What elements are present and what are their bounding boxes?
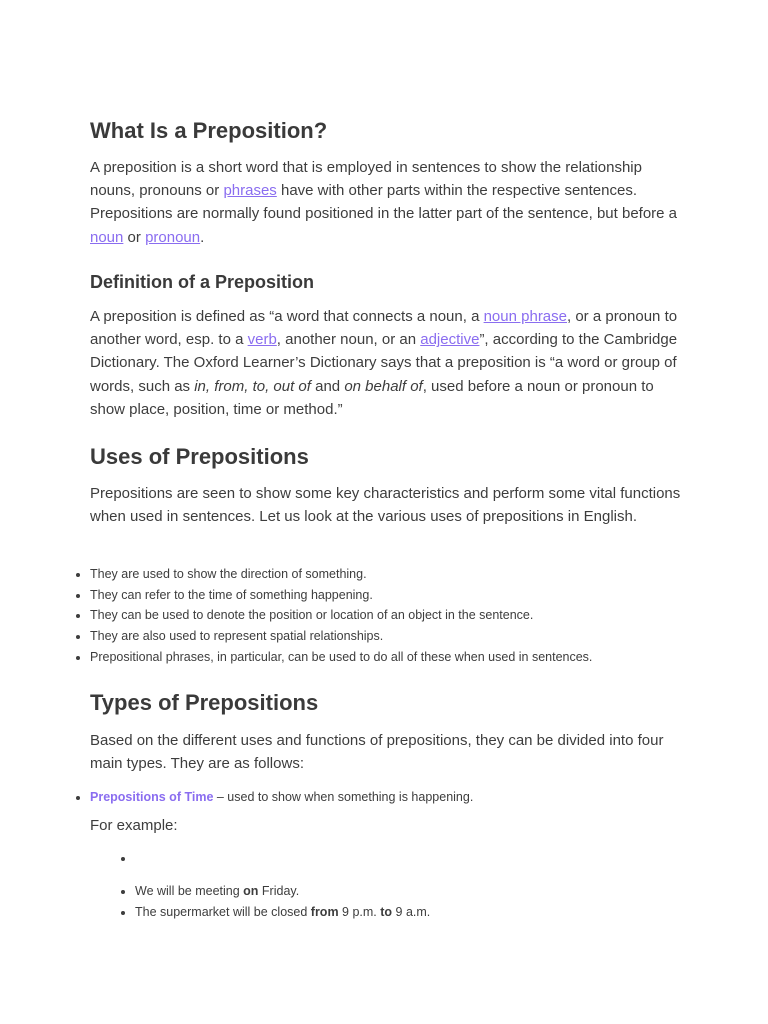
list-item: • They are used to show the direction of something. <box>90 564 690 585</box>
link-pronoun[interactable]: pronoun <box>145 228 201 246</box>
heading-uses: Uses of Prepositions <box>90 444 309 469</box>
list-item: • Prepositional phrases, in particular, can be used to do all of these when used in sentences. <box>90 647 690 668</box>
paragraph-definition: A preposition is defined as “a word that connects a noun, a noun phrase, or a pronoun to another word, esp. to a verb, another noun, or an adjective”, according to the Cambridge Dictionary. The Oxford Learner’s Dictionary says that a preposition is “a word or group of words, such as in, from, to, out of and on behalf of, used before a noun or pronoun to show place, position, time or method.” <box>90 308 678 418</box>
examples-list <box>45 848 735 869</box>
list-item: • They can refer to the time of something happening. <box>90 585 690 606</box>
link-phrases[interactable]: phrases <box>223 182 277 200</box>
paragraph-what-is: A preposition is a short word that is employed in sentences to show the relationship nouns, pronouns or phrases have with other parts within the respective sentences. Prepositions are normally found positioned in the latter part of the sentence, but before a noun or pronoun. <box>90 159 678 246</box>
list-item-empty <box>135 848 735 869</box>
link-verb[interactable]: verb <box>247 331 277 349</box>
for-example-label: For example: <box>90 817 178 834</box>
list-item-example: • We will be meeting on Friday. <box>135 881 735 902</box>
heading-definition: Definition of a Preposition <box>90 272 314 292</box>
list-item-example: • The supermarket will be closed from 9 p.m. to 9 a.m. <box>135 902 735 923</box>
examples-list-2 <box>45 881 735 923</box>
types-list <box>45 787 690 808</box>
heading-types: Types of Prepositions <box>90 690 319 715</box>
link-noun-phrase[interactable]: noun phrase <box>483 308 567 325</box>
paragraph-uses-intro: Prepositions are seen to show some key characteristics and perform some vital functions when used in sentences. Let us look at the various uses of prepositions in English. <box>90 485 681 526</box>
list-item-prepositions-of-time: • Prepositions of Time – used to show when something is happening. <box>90 787 690 808</box>
list-item: • They are also used to represent spatial relationships. <box>90 626 690 647</box>
heading-what-is-a-preposition: What Is a Preposition? <box>90 118 328 143</box>
paragraph-types-intro: Based on the different uses and functions of prepositions, they can be divided into four main types. They are as follows: <box>90 732 664 773</box>
link-adjective[interactable]: adjective <box>420 331 480 349</box>
link-prepositions-of-time[interactable]: Prepositions of Time <box>90 790 214 804</box>
list-item: • They can be used to denote the position or location of an object in the sentence. <box>90 605 690 626</box>
uses-list <box>45 564 690 668</box>
link-noun[interactable]: noun <box>90 228 124 246</box>
